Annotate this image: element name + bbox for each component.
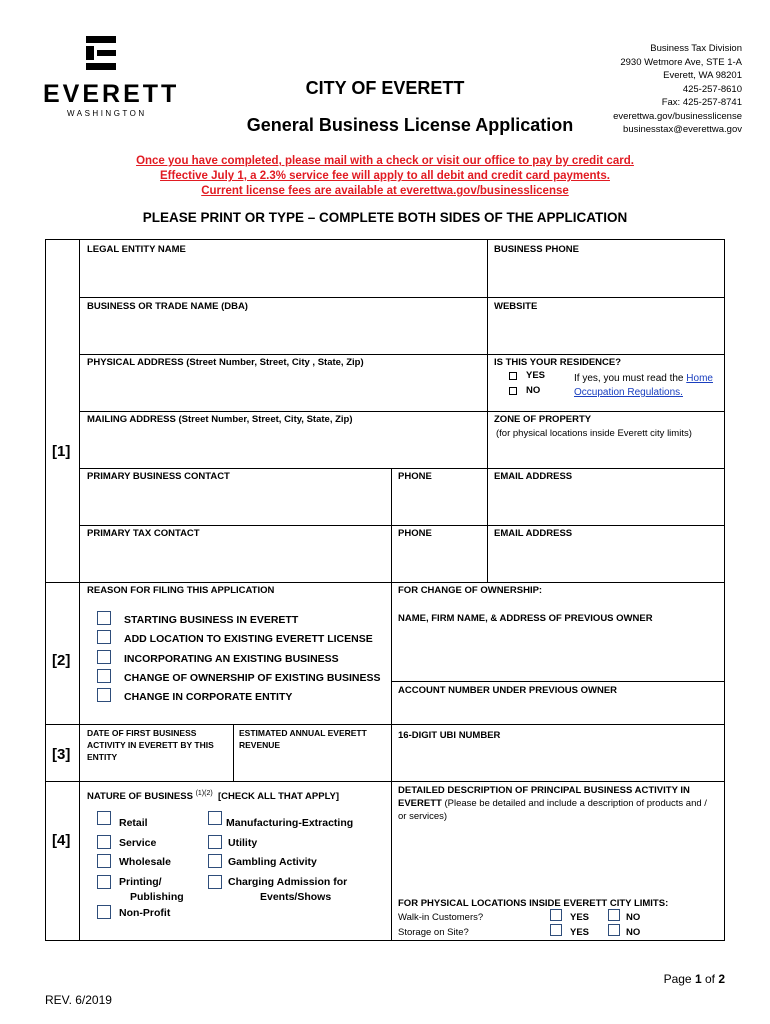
manufacturing-label: Manufacturing-Extracting bbox=[226, 817, 354, 829]
change-of-ownership-label: FOR CHANGE OF OWNERSHIP: bbox=[398, 585, 543, 596]
notice-line[interactable]: Current license fees are available at everettwa.gov/businesslicense bbox=[201, 185, 569, 197]
primary-business-contact-label: PRIMARY BUSINESS CONTACT bbox=[87, 471, 230, 482]
change-ownership-checkbox[interactable] bbox=[97, 669, 111, 683]
add-location-checkbox[interactable] bbox=[97, 630, 111, 644]
home-occupation-link[interactable]: Home bbox=[686, 373, 713, 384]
add-location-label: ADD LOCATION TO EXISTING EVERETT LICENSE bbox=[124, 633, 373, 645]
phone-label: PHONE bbox=[398, 528, 432, 539]
primary-tax-contact-label: PRIMARY TAX CONTACT bbox=[87, 528, 200, 539]
city-title: CITY OF EVERETT bbox=[305, 78, 465, 98]
change-corporate-entity-checkbox[interactable] bbox=[97, 688, 111, 702]
contact-block bbox=[613, 42, 742, 137]
business-phone-label: BUSINESS PHONE bbox=[494, 244, 579, 255]
page-number: 1 bbox=[694, 972, 702, 986]
gambling-label: Gambling Activity bbox=[228, 856, 317, 868]
revision-label: REV. 6/2019 bbox=[45, 993, 112, 1007]
dba-label: BUSINESS OR TRADE NAME (DBA) bbox=[87, 301, 248, 312]
mailing-address-label: MAILING ADDRESS (Street Number, Street, City, State, Zip) bbox=[87, 414, 353, 425]
publishing-label: Publishing bbox=[130, 891, 184, 903]
date-first-activity-label: DATE OF FIRST BUSINESS ACTIVITY IN EVERETT BY THIS ENTITY bbox=[87, 728, 214, 762]
instruction-heading: PLEASE PRINT OR TYPE – COMPLETE BOTH SIDES OF THE APPLICATION bbox=[142, 210, 628, 225]
everett-logo-icon bbox=[86, 36, 116, 70]
storage-no-checkbox[interactable] bbox=[608, 924, 620, 936]
walk-in-label: Walk-in Customers? bbox=[398, 912, 484, 923]
storage-yes-checkbox[interactable] bbox=[550, 924, 562, 936]
detail-text: DETAILED DESCRIPTION OF PRINCIPAL BUSINESS ACTIVITY IN EVERETT bbox=[398, 785, 690, 809]
wholesale-label: Wholesale bbox=[119, 856, 171, 868]
residence-no-label: NO bbox=[526, 385, 541, 396]
printing-label: Printing/ bbox=[119, 876, 162, 888]
detail-note: (Please be detailed and include a description of products and / or services) bbox=[398, 798, 707, 822]
home-note-text: If yes, you must read the bbox=[574, 373, 687, 384]
legal-entity-name-label: LEGAL ENTITY NAME bbox=[87, 244, 186, 255]
storage-no-label: NO bbox=[626, 927, 641, 938]
zone-note: (for physical locations inside Everett city limits) bbox=[496, 428, 692, 439]
retail-checkbox[interactable] bbox=[97, 811, 111, 825]
form-title: General Business License Application bbox=[246, 115, 574, 135]
page-text: Page bbox=[663, 972, 695, 986]
home-occupation-note bbox=[574, 372, 713, 385]
starting-business-label: STARTING BUSINESS IN EVERETT bbox=[124, 614, 299, 626]
residence-no-checkbox[interactable] bbox=[509, 387, 517, 395]
utility-label: Utility bbox=[228, 837, 258, 849]
charging-admission-checkbox[interactable] bbox=[208, 875, 222, 889]
footnote-ref: (1)(2) bbox=[195, 790, 213, 797]
contact-line: 425-257-8610 bbox=[682, 83, 742, 95]
check-all-note: [CHECK ALL THAT APPLY] bbox=[217, 791, 340, 803]
nature-text: NATURE OF BUSINESS bbox=[87, 791, 193, 803]
change-ownership-label: CHANGE OF OWNERSHIP OF EXISTING BUSINESS bbox=[124, 672, 381, 684]
logo-wordmark: EVERETT bbox=[43, 80, 180, 108]
application-form bbox=[45, 239, 725, 941]
account-number-label: ACCOUNT NUMBER UNDER PREVIOUS OWNER bbox=[398, 685, 618, 696]
residence-yes-label: YES bbox=[526, 370, 546, 381]
payment-notice bbox=[0, 154, 770, 199]
physical-locations-label: FOR PHYSICAL LOCATIONS INSIDE EVERETT CITY LIMITS: bbox=[398, 898, 669, 909]
incorporating-label: INCORPORATING AN EXISTING BUSINESS bbox=[124, 653, 339, 665]
wholesale-checkbox[interactable] bbox=[97, 854, 111, 868]
retail-label: Retail bbox=[119, 817, 148, 829]
section-3-number: [3] bbox=[52, 746, 71, 763]
detailed-description-label bbox=[398, 784, 718, 823]
storage-yes-label: YES bbox=[570, 927, 590, 938]
starting-business-checkbox[interactable] bbox=[97, 611, 111, 625]
walk-in-no-label: NO bbox=[626, 912, 641, 923]
walk-in-yes-label: YES bbox=[570, 912, 590, 923]
phone-label: PHONE bbox=[398, 471, 432, 482]
utility-checkbox[interactable] bbox=[208, 835, 222, 849]
page-indicator bbox=[664, 972, 725, 986]
physical-address-label: PHYSICAL ADDRESS (Street Number, Street, City , State, Zip) bbox=[87, 357, 364, 368]
non-profit-checkbox[interactable] bbox=[97, 905, 111, 919]
page-of: of bbox=[701, 972, 719, 986]
gambling-checkbox[interactable] bbox=[208, 854, 222, 868]
website-label: WEBSITE bbox=[494, 301, 538, 312]
contact-line: Business Tax Division bbox=[650, 43, 742, 54]
contact-link[interactable]: everettwa.gov/businesslicense bbox=[613, 110, 742, 122]
charging-admission-label: Charging Admission for bbox=[228, 876, 348, 888]
contact-line: Fax: 425-257-8741 bbox=[661, 97, 742, 108]
email-address-label: EMAIL ADDRESS bbox=[494, 528, 573, 539]
ubi-number-label: 16-DIGIT UBI NUMBER bbox=[398, 730, 501, 741]
notice-line: Effective July 1, a 2.3% service fee will apply to all debit and credit card payments. bbox=[160, 170, 610, 182]
section-4-number: [4] bbox=[52, 832, 71, 849]
walk-in-no-checkbox[interactable] bbox=[608, 909, 620, 921]
section-2-number: [2] bbox=[52, 652, 71, 669]
contact-email[interactable]: businesstax@everettwa.gov bbox=[623, 124, 742, 135]
residence-yes-checkbox[interactable] bbox=[509, 372, 517, 380]
reason-for-filing-label: REASON FOR FILING THIS APPLICATION bbox=[87, 585, 275, 596]
incorporating-checkbox[interactable] bbox=[97, 650, 111, 664]
contact-line: 2930 Wetmore Ave, STE 1-A bbox=[620, 56, 742, 68]
storage-label: Storage on Site? bbox=[398, 927, 469, 938]
notice-line: Once you have completed, please mail with a check or visit our office to pay by credit card. bbox=[136, 155, 634, 167]
estimated-revenue-label: ESTIMATED ANNUAL EVERETT REVENUE bbox=[239, 728, 367, 750]
walk-in-yes-checkbox[interactable] bbox=[550, 909, 562, 921]
previous-owner-label: NAME, FIRM NAME, & ADDRESS OF PREVIOUS OWNER bbox=[398, 613, 653, 624]
nature-of-business-label bbox=[87, 787, 339, 803]
email-address-label: EMAIL ADDRESS bbox=[494, 471, 573, 482]
zone-of-property-label: ZONE OF PROPERTY bbox=[494, 414, 592, 425]
non-profit-label: Non-Profit bbox=[119, 907, 171, 919]
page-total: 2 bbox=[718, 972, 725, 986]
section-1-number: [1] bbox=[52, 443, 71, 460]
events-shows-label: Events/Shows bbox=[260, 891, 332, 903]
change-corporate-entity-label: CHANGE IN CORPORATE ENTITY bbox=[124, 691, 293, 703]
printing-publishing-checkbox[interactable] bbox=[97, 875, 111, 889]
manufacturing-checkbox[interactable] bbox=[208, 811, 222, 825]
logo-subtitle: WASHINGTON bbox=[67, 109, 147, 118]
occupation-regulations-link[interactable]: Occupation Regulations. bbox=[574, 387, 683, 398]
service-checkbox[interactable] bbox=[97, 835, 111, 849]
service-label: Service bbox=[119, 837, 157, 849]
contact-line: Everett, WA 98201 bbox=[663, 70, 742, 81]
residence-label: IS THIS YOUR RESIDENCE? bbox=[494, 357, 622, 368]
